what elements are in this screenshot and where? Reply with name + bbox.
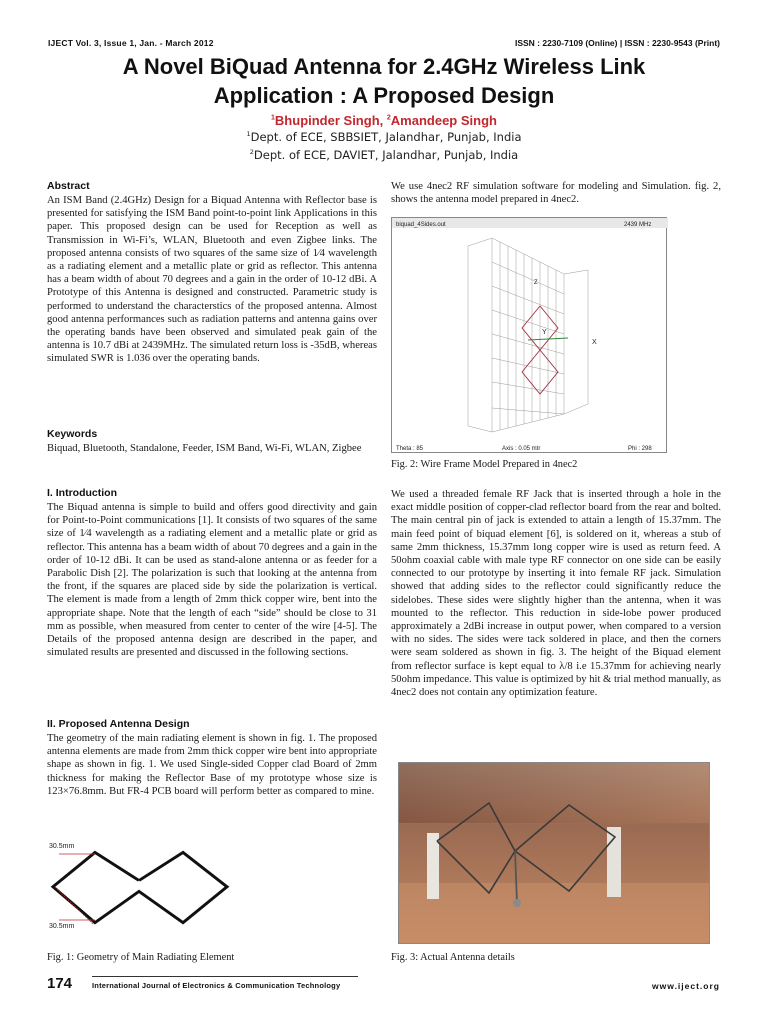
authors bbox=[0, 113, 768, 128]
standoff-left bbox=[427, 833, 439, 899]
affiliation-2: $^2$Dept. of ECE, DAVIET, Jalandhar, Punjab, India bbox=[249, 148, 519, 162]
design-text: The geometry of the main radiating element is shown in fig. 1. The proposed antenna elements are made from 2mm thick copper wire bent into appropriate shape as shown in fig. 1. We used Single-sided Copper clad Board of 2mm thickness for making the Reflector Base of my prototype whose size is 123×76.8mm. But FR-4 PCB board will perform better as compared to mine. bbox=[47, 733, 377, 797]
fig2-theta: Theta : 85 bbox=[396, 446, 424, 452]
journal-name: International Journal of Electronics & Communication Technology bbox=[92, 981, 341, 990]
reflector-back-wall bbox=[399, 763, 710, 823]
right-body-paragraph: We used a threaded female RF Jack that is inserted through a hole in the exact middle position of copper-clad reflector board from the rear and bolted. The main central pin of jack is extended to attain a length of 15.37mm. The main feed point of biquad element [6], is soldered on it, whereas a stub of same 2mm thickness, 15.37mm long copper wire is used as return feed. A 50ohm coaxial cable with male type RF connector on one side can be easily connected to our prototype by inserting it into female RF jack. Simulation showed that adding sides to the reflector could significantly reduce the sidelobes. These sides were slightly higher than the antenna, when it was mounted to the reflector. This reduction in side-lobe power produced approximately a 2dBi increase in output power, when compared to a version with no sides. The sides were tack soldered in place, and then the corners were seam soldered as shown in fig. 3. The height of the Biquad element from reflector surface is kept equal to λ/8 i.e 15.37mm for achieving nearly 50ohm impedance. This value is optimized by hit & trial method manually, as 4nec2 does not contain any optimization feature. bbox=[391, 489, 721, 699]
right-intro-paragraph: We use 4nec2 RF simulation software for modeling and Simulation. fig. 2, shows the antenna model prepared in 4nec2. bbox=[391, 181, 721, 206]
author-1: Bhupinder Singh, bbox=[274, 113, 384, 128]
fig1-caption: Fig. 1: Geometry of Main Radiating Element bbox=[47, 952, 235, 963]
affiliation-1: $^1$Dept. of ECE, SBBSIET, Jalandhar, Punjab, India bbox=[246, 130, 522, 144]
fig2-wireframe-svg bbox=[392, 218, 668, 454]
dim-label-top: 30.5mm bbox=[49, 843, 75, 850]
running-header-left: IJECT Vol. 3, Issue 1, Jan. - March 2012 bbox=[48, 38, 214, 48]
fig1-geometry-diagram bbox=[47, 824, 235, 950]
dim-label-bottom: 30.5mm bbox=[49, 923, 75, 930]
fig3-photo bbox=[398, 762, 710, 944]
fig2-phi: Phi : 298 bbox=[628, 446, 652, 452]
fig2-axis-length: Axis : 0.05 mtr bbox=[502, 446, 541, 452]
keywords-heading: Keywords bbox=[47, 428, 98, 440]
fig2-caption: Fig. 2: Wire Frame Model Prepared in 4nec2 bbox=[391, 459, 578, 470]
fig2-frequency: 2439 MHz bbox=[624, 222, 652, 228]
design-heading: II. Proposed Antenna Design bbox=[47, 718, 190, 730]
title-line-2: Application : A Proposed Design bbox=[213, 83, 555, 108]
running-header-right: ISSN : 2230-7109 (Online) | ISSN : 2230-9543 (Print) bbox=[514, 38, 720, 48]
rf-jack bbox=[513, 899, 521, 907]
reflector-base bbox=[399, 883, 710, 944]
journal-url[interactable]: www.iject.org bbox=[652, 981, 720, 991]
abstract-heading: Abstract bbox=[47, 180, 90, 192]
footer-rule bbox=[92, 976, 358, 977]
fig2-axis-y-label: Y bbox=[542, 329, 547, 336]
keywords-text: Biquad, Bluetooth, Standalone, Feeder, ISM Band, Wi-Fi, WLAN, Zigbee bbox=[47, 443, 362, 454]
abstract-text: An ISM Band (2.4GHz) Design for a Biquad Antenna with Reflector base is presented for satisfying the ISM Band point-to-point link Applications in this paper. This proposed design can be used for Reception as well as Transmission in Wi-Fi’s, WLAN, Bluetooth and even Zigbee links. The proposed antenna consists of two squares of the same size of 1⁄4 wavelength as a radiating element and a metallic plate or grid as reflector. This antenna has a beam width of about 70 degrees and a gain in the order of 10-12 dBi. A Prototype of this Antenna is designed and constructed. Parametric study is performed to understand the characterstics of the proposed antenna. Almost good antenna performances such as radiation patterns and antenna gains over the operating bands have been observed and simulated peak gain of the antenna is 10.7 dBi at 2439MHz. The simulated return loss is -35dB, whereas simulated SWR is 1.036 over the operating bands. bbox=[47, 195, 377, 365]
intro-heading: I. Introduction bbox=[47, 487, 117, 499]
intro-text: The Biquad antenna is simple to build and offers good directivity and gain for Point-to-Point communications [1]. It consists of two squares of the same size of 1⁄4 wavelength as a radiating element and a metallic plate or grid as reflector. This antenna has a beam width of about 70 degrees and a gain in the order of 10-12 dBi. It can be used as stand-alone antenna or as feeder for a Parabolic Dish [2]. The polarization is such that looking at the antenna from the front, if the squares are placed side by side the polarization is vertical. The element is made from a length of 2mm thick copper wire, bent into the appropriate shape. Note that the length of each “side” should be close to 31 mm as possible, when measured from center to center of the wire [4-5]. The Details of the proposed antenna design are described in the paper, and simulated results are presented and discussed in the following sections. bbox=[47, 502, 377, 659]
fig2-axis-z-label: Z bbox=[534, 280, 538, 286]
fig2-window-title: biquad_4Sides.out bbox=[396, 222, 446, 228]
biquad-element bbox=[53, 852, 227, 922]
fig2-wireframe-figure bbox=[391, 217, 667, 453]
fig2-axis-x-label: X bbox=[592, 339, 597, 346]
author2-sup: 2 bbox=[386, 114, 391, 122]
fig3-caption: Fig. 3: Actual Antenna details bbox=[391, 952, 515, 963]
author-2: Amandeep Singh bbox=[390, 113, 497, 128]
author1-sup: 1 bbox=[271, 114, 275, 122]
title-line-1: A Novel BiQuad Antenna for 2.4GHz Wireless Link bbox=[122, 54, 646, 79]
paper-title bbox=[40, 52, 728, 110]
page-number: 174 bbox=[47, 975, 73, 992]
fig3-photo-svg bbox=[399, 763, 710, 944]
